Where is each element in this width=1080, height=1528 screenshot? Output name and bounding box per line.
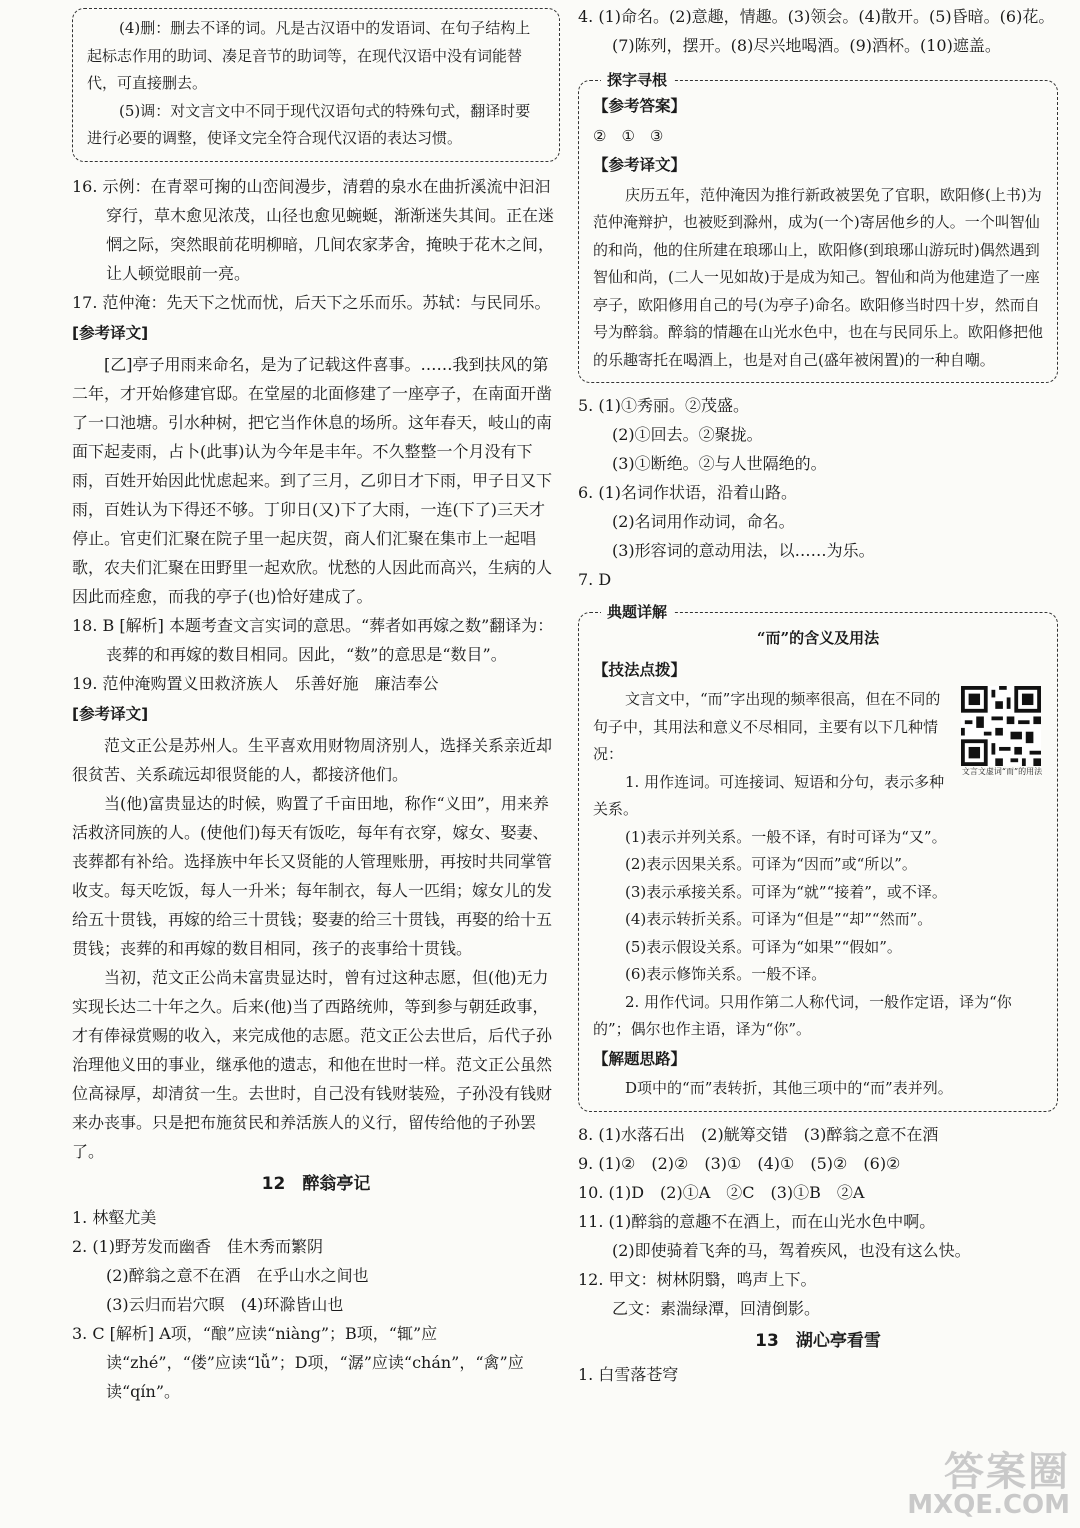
usage-item: (5)表示假设关系。可译为“如果”“假如”。 <box>625 937 902 956</box>
example-box <box>578 603 1058 1112</box>
etymology-box <box>578 71 1058 383</box>
usage-pronoun: 2. 用作代词。只用作第二人称代词，一般作定语，译为“你的”；偶尔也作主语，译为“你”。 <box>593 992 1012 1038</box>
method-line-4: (4)删：删去不译的词。凡是古汉语中的发语词、在句子结构上起标志作用的助词、凑足音节的助词等，在现代汉语中没有词能替代，可直接删去。 <box>87 19 531 92</box>
answer-11: 11. (1)醉翁的意趣不在酒上，而在山光水色中啊。 <box>578 1211 936 1231</box>
answer-6: 6. (1)名词作状语，沿着山路。 <box>578 483 798 502</box>
translation-paragraph: 范文正公是苏州人。生平喜欢用财物周济别人，选择关系亲近却很贫苦、关系疏远却很贤能的人，都接济他们。 <box>72 735 553 784</box>
tip-heading: 【技法点拨】 <box>593 660 687 679</box>
answer-19: 19. 范仲淹购置义田救济族人 乐善好施 廉洁奉公 <box>72 673 439 693</box>
answer-6: (2)名词用作动词，命名。 <box>612 512 795 531</box>
example-box-heading: “而”的含义及用法 <box>756 629 880 647</box>
reference-answer: ② ① ③ <box>593 126 664 145</box>
answer-8: 8. (1)水落石出 (2)觥筹交错 (3)醉翁之意不在酒 <box>578 1124 939 1144</box>
qr-code[interactable] <box>961 686 1043 782</box>
lesson12-answer: 1. 林壑尤美 <box>72 1207 157 1227</box>
reference-translation-heading: 【参考译文】 <box>593 156 687 174</box>
usage-item: (1)表示并列关系。一般不译，有时可译为“又”。 <box>625 827 947 846</box>
lesson12-answer: (3)云归而岩穴暝 (4)环滁皆山也 <box>106 1294 344 1314</box>
answer-12: 乙文：素湍绿潭，回清倒影。 <box>612 1298 821 1318</box>
etymology-box-title: 探字寻根 <box>601 69 673 90</box>
answer-5: 5. (1)①秀丽。②茂盛。 <box>578 396 750 415</box>
qr-code-icon <box>961 686 1041 766</box>
tip-paragraph: 文言文中，“而”字出现的频率很高，但在不同的句子中，其用法和意义不尽相同，主要有以下几种情况： <box>593 690 941 763</box>
right-column <box>578 0 1058 1389</box>
usage-conjunction: 1. 用作连词。可连接词、短语和分句，表示多种关系。 <box>593 772 945 818</box>
answer-9: 9. (1)② (2)② (3)① (4)① (5)② (6)② <box>578 1153 901 1173</box>
answer-18: 18. B [解析] 本题考查文言实词的意思。“葬者如再嫁之数”翻译为：丧葬的和再嫁的数目相同。因此，“数”的意思是“数目”。 <box>72 615 554 664</box>
method-box <box>72 8 560 162</box>
answer-10: 10. (1)D (2)①A ②C (3)①B ②A <box>578 1182 865 1202</box>
answer-5: (3)①断绝。②与人世隔绝的。 <box>612 454 827 473</box>
example-box-title: 典题详解 <box>601 601 673 622</box>
lesson12-answer: 2. (1)野芳发而幽香 佳木秀而繁阴 <box>72 1236 324 1256</box>
lesson-title-12: 12 醉翁亭记 <box>261 1173 371 1194</box>
solution-heading: 【解题思路】 <box>593 1049 687 1068</box>
answer-17: 17. 范仲淹：先天下之忧而忧，后天下之乐而乐。苏轼：与民同乐。 <box>72 292 551 312</box>
translation-paragraph: 当初，范文正公尚未富贵显达时，曾有过这种志愿，但(他)无力实现长达二十年之久。后来(他)当了西路统帅，等到参与朝廷政事，才有俸禄赏赐的收入，来完成他的志愿。范文正公去世后，后代子孙治理他义田的事业，继承他的遗志，和他在世时一样。范文正公虽然位高禄厚，却清贫一生。去世时，自己没有钱财装殓，子孙没有钱财来办丧事。只是把布施贫民和养活族人的义行，留传给他的子孙罢了。 <box>72 967 553 1161</box>
reference-translation-heading: [参考译文] <box>72 323 149 342</box>
lesson-title-13: 13 湖心亭看雪 <box>755 1330 881 1351</box>
watermark-url: MXQE.COM <box>907 1490 1070 1520</box>
lesson12-answer: (2)醉翁之意不在酒 在乎山水之间也 <box>106 1265 369 1285</box>
usage-item: (6)表示修饰关系。一般不译。 <box>625 965 827 983</box>
answer-12: 12. 甲文：树林阴翳，鸣声上下。 <box>578 1269 817 1289</box>
usage-item: (4)表示转折关系。可译为“但是”“却”“然而”。 <box>625 910 933 928</box>
answer-7: 7. D <box>578 570 612 589</box>
lesson12-answer: 3. C [解析] A项，“酿”应读“niàng”；B项，“辄”应读“zhé”，“偻”应读“lǚ”；D项，“潺”应读“chán”，“禽”应读“qín”。 <box>72 1323 524 1401</box>
watermark-logo <box>907 1449 1070 1520</box>
reference-translation-heading: [参考译文] <box>72 704 149 723</box>
usage-item: (3)表示承接关系。可译为“就”“接着”，或不译。 <box>625 882 947 901</box>
qr-caption: 文言文虚词“而”的用法 <box>961 767 1043 776</box>
answer-11: (2)即使骑着飞奔的马，驾着疾风，也没有这么快。 <box>612 1240 971 1260</box>
answer-4: 4. (1)命名。(2)意趣，情趣。(3)领会。(4)散开。(5)昏暗。(6)花。(7)陈列，摆开。(8)尽兴地喝酒。(9)酒杯。(10)遮盖。 <box>578 7 1055 55</box>
solution-text: D项中的“而”表转折，其他三项中的“而”表并列。 <box>625 1079 953 1097</box>
answer-6: (3)形容词的意动用法，以……为乐。 <box>612 541 875 560</box>
answer-5: (2)①回去。②聚拢。 <box>612 425 763 444</box>
translation-paragraph: 当(他)富贵显达的时候，购置了千亩田地，称作“义田”，用来养活救济同族的人。(使他们)每天有饭吃，每年有衣穿，嫁女、娶妻、丧葬都有补给。选择族中年长又贤能的人管理账册，再按时共同掌管收支。每天吃饭，每人一升米；每年制衣，每人一匹绢；嫁女儿的发给五十贯钱，再嫁的给三十贯钱；娶妻的给三十贯钱，再娶的给十五贯钱；丧葬的和再嫁的数目相同，孩子的丧事给十贯钱。 <box>72 793 553 958</box>
reference-translation: 庆历五年，范仲淹因为推行新政被罢免了官职，欧阳修(上书)为范仲淹辩护，也被贬到滁州，成为(一个)寄居他乡的人。一个叫智仙的和尚，他的住所建在琅琊山上，欧阳修(到琅琊山游玩时)偶然遇到智仙和尚，(二人一见如故)于是成为知己。智仙和尚为他建造了一座亭子，欧阳修用自己的号(为亭子)命名。欧阳修当时四十岁，然而自号为醉翁。醉翁的情趣在山光水色中，也在与民同乐上。欧阳修把他的乐趣寄托在喝酒上，也是对自己(盛年被闲置)的一种自嘲。 <box>593 185 1044 369</box>
usage-item: (2)表示因果关系。可译为“因而”或“所以”。 <box>625 855 917 873</box>
lesson13-answer: 1. 白雪落苍穹 <box>578 1364 679 1384</box>
watermark-text: 答案圈 <box>944 1449 1070 1495</box>
method-line-5: (5)调：对文言文中不同于现代汉语句式的特殊句式，翻译时要进行必要的调整，使译文完全符合现代汉语的表达习惯。 <box>87 101 531 147</box>
answer-16: 16. 示例：在青翠可掬的山峦间漫步，清碧的泉水在曲折溪流中汩汩穿行，草木愈见浓茂，山径也愈见蜿蜒，渐渐迷失其间。正在迷惘之际，突然眼前花明柳暗，几间农家茅舍，掩映于花木之间，让人顿觉眼前一亮。 <box>72 176 555 283</box>
left-column <box>72 0 560 1406</box>
translation-paragraph: [乙]亭子用雨来命名，是为了记载这件喜事。……我到扶风的第二年，才开始修建官邸。在堂屋的北面修建了一座亭子，在南面开凿了一口池塘。引水种树，把它当作休息的场所。这年春天，岐山的南面下起麦雨，占卜(此事)认为今年是丰年。不久整整一个月没有下雨，百姓开始因此忧虑起来。到了三月，乙卯日才下雨，甲子日又下雨，百姓认为下得还不够。丁卯日(又)下了大雨，一连(下了)三天才停止。官吏们汇聚在院子里一起庆贺，商人们汇聚在集市上一起唱歌，农夫们汇聚在田野里一起欢欣。忧愁的人因此而高兴，生病的人因此而痊愈，而我的亭子(也)恰好建成了。 <box>72 354 553 606</box>
reference-answer-heading: 【参考答案】 <box>593 97 687 115</box>
